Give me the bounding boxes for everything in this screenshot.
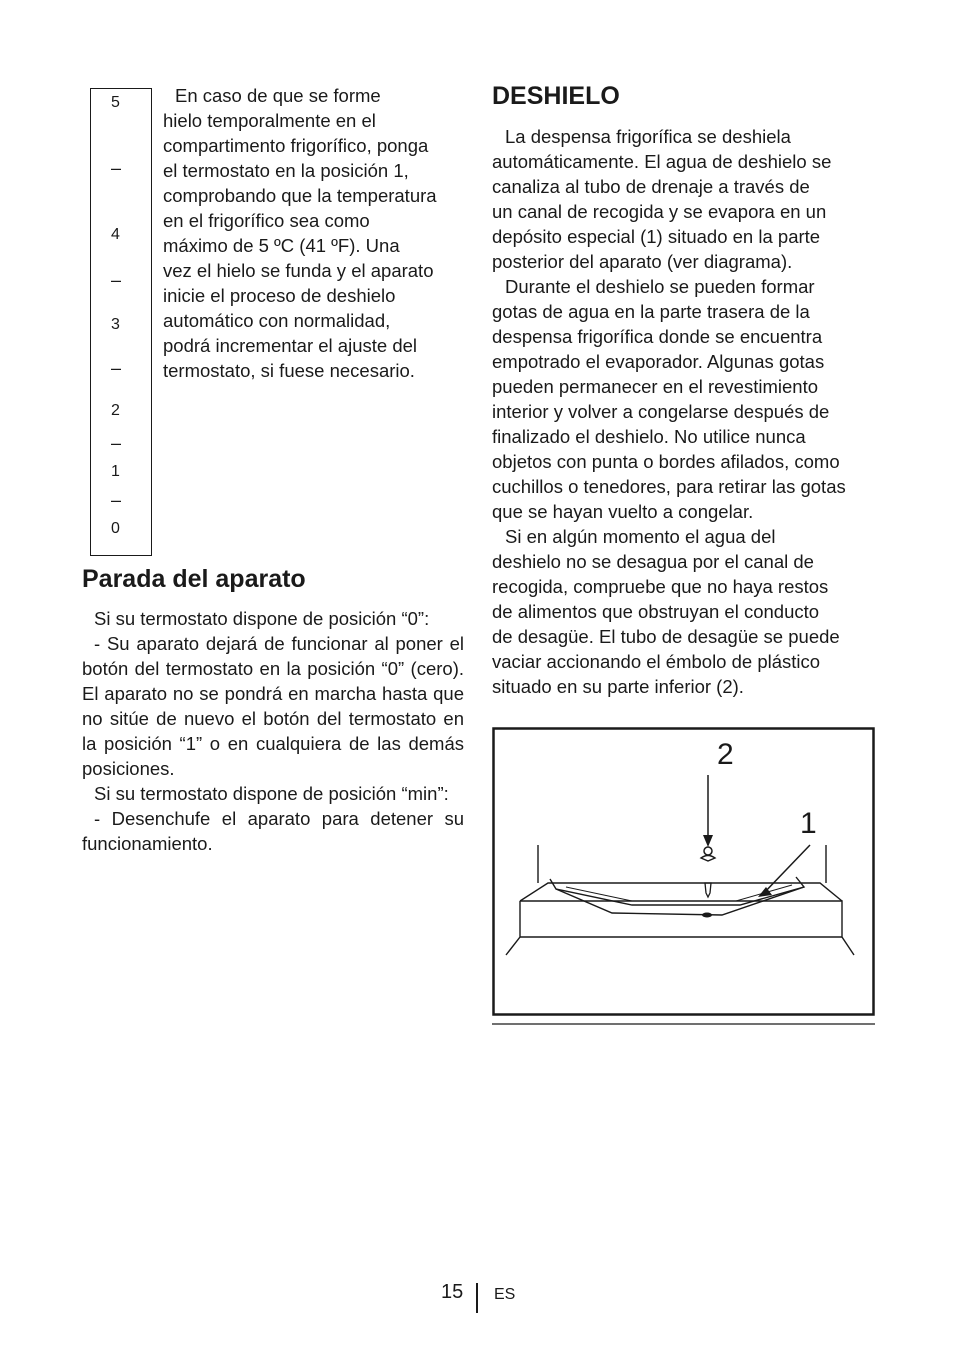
defrost-text-line: automáticamente. El agua de deshielo se	[492, 151, 832, 172]
stop-paragraph: - Su aparato dejará de funcionar al poner el botón del termostato en la posición “0” (cero). El aparato no se pondrá en marcha hasta que no sitúe de nuevo el botón del termostato en la posición “1” o en cualquiera de las demás posiciones.	[82, 633, 464, 779]
stop-section-body	[82, 606, 464, 856]
defrost-text-line: deshielo no se desagua por el canal de	[492, 551, 814, 572]
stop-paragraph: - Desenchufe el aparato para detener su funcionamiento.	[82, 808, 464, 854]
defrost-text-line: que se hayan vuelto a congelar.	[492, 501, 754, 522]
defrost-text-line: cuchillos o tenedores, para retirar las gotas	[492, 476, 846, 497]
stop-section-title: Parada del aparato	[82, 565, 306, 593]
defrost-text-line: pueden permanecer en el revestimiento	[492, 376, 818, 397]
thermostat-text-line: hielo temporalmente en el	[163, 110, 376, 131]
thermostat-text-line: comprobando que la temperatura	[163, 185, 437, 206]
defrost-text-line: de alimentos que obstruyan el conducto	[492, 601, 820, 622]
arrow-2-head	[703, 835, 713, 847]
scale-dash: –	[111, 270, 122, 290]
defrost-text-line: empotrado el evaporador. Algunas gotas	[492, 351, 825, 372]
defrost-section-body	[492, 124, 877, 699]
defrost-text-line: objetos con punta o bordes afilados, como	[492, 451, 840, 472]
defrost-text-line: posterior del aparato (ver diagrama).	[492, 251, 793, 272]
thermostat-text-line: automático con normalidad,	[163, 310, 391, 331]
defrost-text-line: de desagüe. El tubo de desagüe se puede	[492, 626, 840, 647]
defrost-text-line: situado en su parte inferior (2).	[492, 676, 744, 697]
diagram-label-1: 1	[800, 807, 817, 840]
scale-number: 4	[111, 226, 120, 243]
defrost-text-line: gotas de agua en la parte trasera de la	[492, 301, 810, 322]
defrost-text-line: finalizado el deshielo. No utilice nunca	[492, 426, 806, 447]
thermostat-text-line: termostato, si fuese necesario.	[163, 360, 415, 381]
defrost-text-line: Durante el deshielo se pueden formar	[505, 276, 815, 297]
thermostat-text-line: podrá incrementar el ajuste del	[163, 335, 418, 356]
thermostat-text-line: el termostato en la posición 1,	[163, 160, 409, 181]
defrost-text-line: canaliza al tubo de drenaje a través de	[492, 176, 810, 197]
language-code: ES	[494, 1286, 516, 1303]
defrost-text-line: interior y volver a congelarse después de	[492, 401, 830, 422]
drain-hole	[702, 913, 712, 918]
stop-paragraph: Si su termostato dispone de posición “0”:	[94, 608, 430, 629]
defrost-text-line: Si en algún momento el agua del	[505, 526, 776, 547]
defrost-text-line: un canal de recogida y se evapora en un	[492, 201, 827, 222]
thermostat-text-line: En caso de que se forme	[175, 85, 381, 106]
scale-number: 0	[111, 520, 120, 537]
thermostat-text-line: en el frigorífico sea como	[163, 210, 370, 231]
compressor-base-left	[506, 901, 520, 955]
thermostat-scale	[90, 88, 152, 556]
scale-number: 2	[111, 402, 120, 419]
scale-dash: –	[111, 158, 122, 178]
scale-number: 3	[111, 316, 120, 333]
scale-number: 1	[111, 463, 120, 480]
defrost-text-line: recogida, compruebe que no haya restos	[492, 576, 829, 597]
scale-number: 5	[111, 94, 120, 111]
scale-dash: –	[111, 490, 122, 510]
arrow-1-head	[758, 887, 772, 897]
drain-plug-stem	[705, 883, 711, 897]
stop-paragraph: Si su termostato dispone de posición “min”:	[94, 783, 449, 804]
drain-plug-flange	[701, 856, 715, 862]
scale-dash: –	[111, 433, 122, 453]
thermostat-instructions	[163, 83, 463, 383]
footer-divider	[476, 1283, 478, 1313]
defrost-text-line: despensa frigorífica donde se encuentra	[492, 326, 823, 347]
thermostat-text-line: vez el hielo se funda y el aparato	[163, 260, 434, 281]
drain-plug-icon	[704, 847, 712, 855]
defrost-section-title: DESHIELO	[492, 82, 620, 110]
page-number: 15	[441, 1281, 464, 1303]
defrost-text-line: depósito especial (1) situado en la parte	[492, 226, 821, 247]
thermostat-text-line: inicie el proceso de deshielo	[163, 285, 396, 306]
defrost-text-line: vaciar accionando el émbolo de plástico	[492, 651, 821, 672]
compressor-base-right	[520, 901, 854, 955]
diagram-label-2: 2	[717, 738, 734, 771]
thermostat-text-line: máximo de 5 ºC (41 ºF). Una	[163, 235, 400, 256]
diagram-frame	[494, 729, 874, 1015]
scale-dash: –	[111, 358, 122, 378]
defrost-text-line: La despensa frigorífica se deshiela	[505, 126, 791, 147]
defrost-diagram	[492, 727, 875, 1027]
thermostat-text-line: compartimento frigorífico, ponga	[163, 135, 429, 156]
